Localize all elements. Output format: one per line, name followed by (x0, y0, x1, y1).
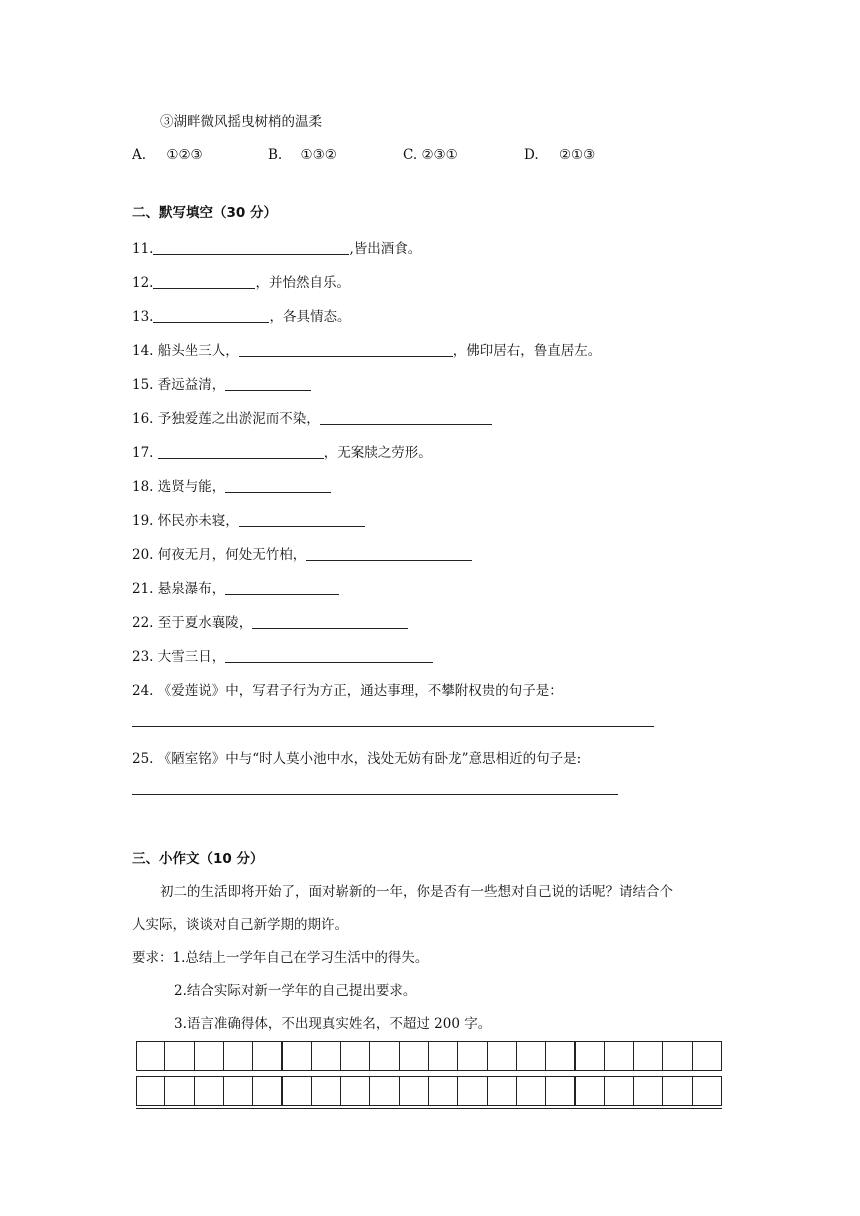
grid-cell[interactable] (575, 1076, 605, 1106)
answer-blank[interactable] (225, 580, 339, 595)
grid-cell[interactable] (633, 1041, 663, 1071)
option-c[interactable] (403, 146, 458, 164)
item-text-before: 香远益清， (157, 377, 226, 393)
item-text-before: 予独爱莲之出淤泥而不染， (157, 411, 320, 427)
grid-cell[interactable] (487, 1076, 517, 1106)
fill-item-19 (132, 512, 365, 530)
essay-prompt-line-1: 初二的生活即将开始了，面对崭新的一年，你是否有一些想对自己说的话呢？请结合个 (160, 884, 673, 900)
answer-blank[interactable] (153, 240, 349, 255)
fill-item-15 (132, 376, 311, 394)
item-number: 21. (132, 581, 154, 597)
item-number: 14. (132, 343, 154, 359)
option-b[interactable] (268, 146, 337, 164)
grid-cell[interactable] (633, 1076, 663, 1106)
q10-item-3: ③湖畔微风摇曳树梢的温柔 (160, 114, 322, 130)
grid-cell[interactable] (252, 1041, 282, 1071)
grid-cell[interactable] (252, 1076, 282, 1106)
item-number: 22. (132, 615, 154, 631)
grid-cell[interactable] (399, 1076, 429, 1106)
option-text: ①③② (300, 147, 337, 163)
option-text: ①②③ (166, 147, 203, 163)
fill-item-23 (132, 648, 433, 666)
fill-item-22 (132, 614, 408, 632)
answer-blank[interactable] (225, 648, 433, 663)
item-text-before: 何夜无月，何处无竹柏， (157, 547, 307, 563)
fill-item-20 (132, 546, 472, 564)
option-letter: A. (132, 147, 147, 163)
answer-blank[interactable] (306, 546, 472, 561)
grid-cell[interactable] (194, 1076, 224, 1106)
grid-row (136, 1076, 722, 1106)
grid-cell[interactable] (575, 1041, 605, 1071)
grid-cell[interactable] (164, 1076, 194, 1106)
grid-cell[interactable] (516, 1076, 546, 1106)
grid-cell[interactable] (282, 1076, 312, 1106)
item-number: 19. (132, 513, 154, 529)
grid-cell[interactable] (604, 1041, 634, 1071)
item-number: 13. (132, 309, 154, 325)
item-number: 23. (132, 649, 154, 665)
grid-cell[interactable] (662, 1076, 692, 1106)
fill-item-17 (132, 444, 432, 462)
item-text-after: ，各具情态。 (269, 309, 351, 325)
grid-cell[interactable] (457, 1041, 487, 1071)
item-number: 18. (132, 479, 154, 495)
grid-cell[interactable] (399, 1041, 429, 1071)
grid-cell[interactable] (692, 1076, 722, 1106)
answer-line-25[interactable] (132, 794, 618, 795)
grid-cell[interactable] (340, 1041, 370, 1071)
requirement-1: 要求：1.总结上一学年自己在学习生活中的得失。 (132, 950, 429, 966)
grid-cell[interactable] (457, 1076, 487, 1106)
grid-cell[interactable] (164, 1041, 194, 1071)
writing-grid[interactable] (136, 1041, 722, 1111)
grid-cell[interactable] (428, 1041, 458, 1071)
grid-cell[interactable] (282, 1041, 312, 1071)
grid-cell[interactable] (487, 1041, 517, 1071)
grid-row (136, 1041, 722, 1071)
answer-blank[interactable] (153, 274, 255, 289)
item-number: 12. (132, 275, 154, 291)
item-text-before: 至于夏水襄陵， (157, 615, 253, 631)
option-a[interactable] (132, 146, 203, 164)
answer-blank[interactable] (239, 512, 365, 527)
essay-prompt-line-2: 人实际，谈谈对自己新学期的期许。 (132, 917, 348, 933)
fill-item-14 (132, 342, 601, 360)
fill-item-21 (132, 580, 339, 598)
item-text-before: 大雪三日， (157, 649, 226, 665)
question-24: 24. 《爱莲说》中，写君子行为方正，通达事理，不攀附权贵的句子是： (132, 683, 563, 699)
item-text-before: 怀民亦未寝， (157, 513, 239, 529)
fill-item-13 (132, 308, 350, 326)
grid-cell[interactable] (223, 1041, 253, 1071)
grid-cell[interactable] (369, 1041, 399, 1071)
option-text: ②①③ (558, 147, 596, 163)
grid-cell[interactable] (545, 1076, 575, 1106)
section-2-heading: 二、默写填空（30 分） (132, 205, 277, 221)
item-text-after: ,皆出酒食。 (349, 241, 422, 257)
fill-item-18 (132, 478, 331, 496)
grid-cell[interactable] (340, 1076, 370, 1106)
option-d[interactable] (524, 146, 595, 164)
grid-cell[interactable] (311, 1076, 341, 1106)
item-number: 17. (132, 445, 154, 461)
grid-cell[interactable] (604, 1076, 634, 1106)
grid-cell[interactable] (516, 1041, 546, 1071)
answer-blank[interactable] (239, 342, 453, 357)
grid-bottom-rule (136, 1108, 722, 1109)
grid-cell[interactable] (194, 1041, 224, 1071)
option-letter: B. (268, 147, 283, 163)
answer-blank[interactable] (225, 376, 311, 391)
item-number: 11. (132, 241, 154, 257)
answer-blank[interactable] (153, 308, 269, 323)
grid-cell[interactable] (692, 1041, 722, 1071)
answer-line-24[interactable] (132, 726, 654, 727)
item-text-after: ，并怡然自乐。 (255, 275, 350, 291)
option-letter: D. (524, 147, 539, 163)
answer-blank[interactable] (320, 410, 492, 425)
grid-cell[interactable] (545, 1041, 575, 1071)
grid-cell[interactable] (136, 1041, 165, 1071)
answer-blank[interactable] (158, 444, 324, 459)
requirement-2: 2.结合实际对新一学年的自己提出要求。 (174, 983, 417, 999)
requirement-3: 3.语言准确得体，不出现真实姓名，不超过 200 字。 (174, 1016, 492, 1032)
item-text-before: 船头坐三人， (157, 343, 239, 359)
grid-cell[interactable] (311, 1041, 341, 1071)
grid-cell[interactable] (428, 1076, 458, 1106)
grid-cell[interactable] (662, 1041, 692, 1071)
fill-item-16 (132, 410, 492, 428)
item-number: 15. (132, 377, 154, 393)
grid-cell[interactable] (369, 1076, 399, 1106)
grid-cell[interactable] (223, 1076, 253, 1106)
item-number: 20. (132, 547, 154, 563)
grid-cell[interactable] (136, 1076, 165, 1106)
option-letter: C. (403, 147, 418, 163)
item-number: 16. (132, 411, 154, 427)
item-text-before: 悬泉瀑布， (157, 581, 226, 597)
item-text-after: ，无案牍之劳形。 (323, 445, 432, 461)
question-25: 25. 《陋室铭》中与“时人莫小池中水，浅处无妨有卧龙”意思相近的句子是: (132, 751, 582, 767)
answer-blank[interactable] (252, 614, 408, 629)
item-text-before: 选贤与能， (157, 479, 226, 495)
item-text-after: ，佛印居右，鲁直居左。 (452, 343, 602, 359)
option-text: ②③① (421, 147, 458, 163)
fill-item-11 (132, 240, 421, 258)
section-3-heading: 三、小作文（10 分） (132, 851, 264, 867)
fill-item-12 (132, 274, 350, 292)
answer-blank[interactable] (225, 478, 331, 493)
